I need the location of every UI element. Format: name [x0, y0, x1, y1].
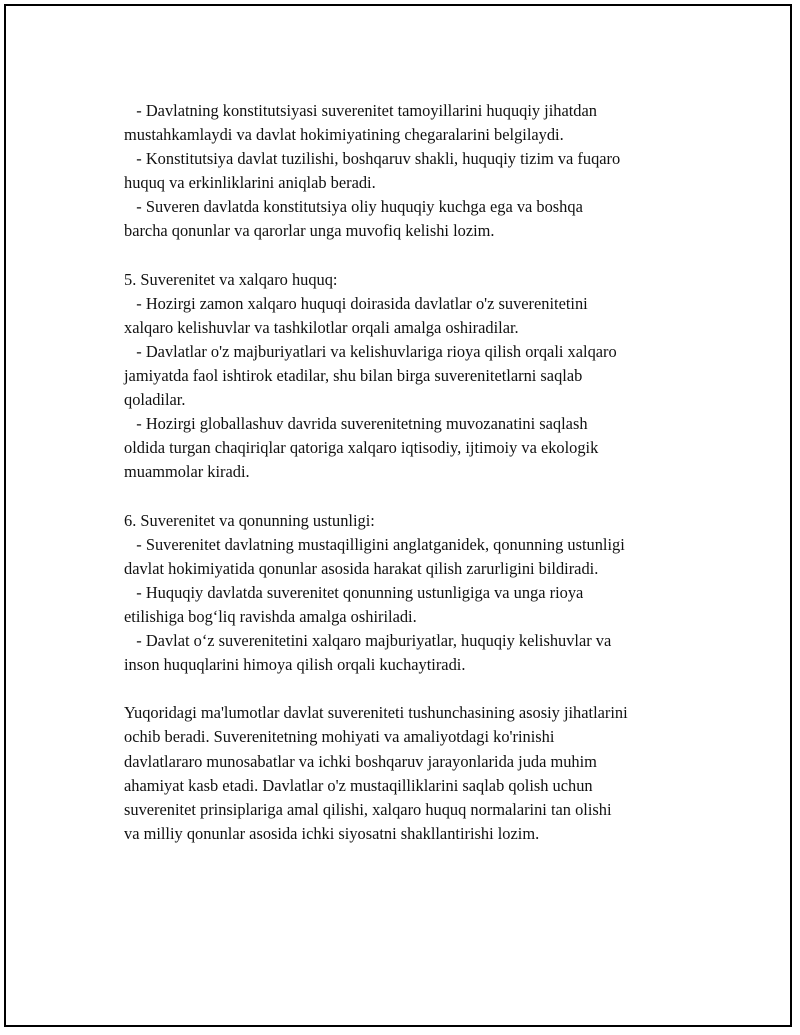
paragraph-conclusion: [124, 701, 704, 846]
text-line: - Konstitutsiya davlat tuzilishi, boshqaruv shakli, huquqiy tizim va fuqaro: [124, 149, 621, 169]
text-line: - Suverenitet davlatning mustaqilligini anglatganidek, qonunning ustunligi: [124, 534, 625, 554]
text-line: suverenitet prinsiplariga amal qilishi, xalqaro huquq normalarini tan olishi: [124, 799, 612, 819]
text-line: - Davlatlar o'z majburiyatlari va kelishuvlariga rioya qilish orqali xalqaro: [124, 341, 617, 361]
section-6: [124, 509, 704, 678]
text-line: - Hozirgi zamon xalqaro huquqi doirasida davlatlar o'z suverenitetini: [124, 293, 588, 313]
text-line: davlat hokimiyatida qonunlar asosida harakat qilish zarurligini bildiradi.: [124, 558, 599, 578]
text-line: - Huquqiy davlatda suverenitet qonunning ustunligiga va unga rioya: [124, 582, 584, 602]
section-heading: 5. Suverenitet va xalqaro huquq:: [124, 269, 338, 289]
text-line: davlatlararo munosabatlar va ichki boshqaruv jarayonlarida juda muhim: [124, 751, 597, 771]
text-line: etilishiga bog‘liq ravishda amalga oshiriladi.: [124, 606, 417, 626]
text-line: barcha qonunlar va qarorlar unga muvofiq kelishi lozim.: [124, 221, 495, 241]
paragraph-constitution: [124, 99, 704, 244]
section-5: [124, 268, 704, 485]
text-line: jamiyatda faol ishtirok etadilar, shu bilan birga suverenitetlarni saqlab: [124, 366, 583, 386]
text-line: xalqaro kelishuvlar va tashkilotlar orqali amalga oshiradilar.: [124, 317, 519, 337]
text-line: oldida turgan chaqiriqlar qatoriga xalqaro iqtisodiy, ijtimoiy va ekologik: [124, 438, 599, 458]
document-body: [124, 99, 704, 846]
text-line: muammolar kiradi.: [124, 462, 250, 482]
text-line: - Suveren davlatda konstitutsiya oliy huquqiy kuchga ega va boshqa: [124, 197, 583, 217]
text-line: Yuqoridagi ma'lumotlar davlat suvereniteti tushunchasining asosiy jihatlarini: [124, 703, 628, 723]
text-line: va milliy qonunlar asosida ichki siyosatni shakllantirishi lozim.: [124, 823, 540, 843]
text-line: ahamiyat kasb etadi. Davlatlar o'z mustaqilliklarini saqlab qolish uchun: [124, 775, 593, 795]
text-line: inson huquqlarini himoya qilish orqali kuchaytiradi.: [124, 655, 466, 675]
text-line: mustahkamlaydi va davlat hokimiyatining chegaralarini belgilaydi.: [124, 125, 564, 145]
text-line: huquq va erkinliklarini aniqlab beradi.: [124, 173, 376, 193]
text-line: ochib beradi. Suverenitetning mohiyati va amaliyotdagi ko'rinishi: [124, 727, 555, 747]
paragraph-spacer: [124, 244, 704, 268]
text-line: - Davlat o‘z suverenitetini xalqaro majburiyatlar, huquqiy kelishuvlar va: [124, 631, 612, 651]
paragraph-spacer: [124, 677, 704, 701]
paragraph-spacer: [124, 485, 704, 509]
text-line: - Davlatning konstitutsiyasi suverenitet tamoyillarini huquqiy jihatdan: [124, 101, 597, 120]
text-line: qoladilar.: [124, 390, 186, 410]
page-frame: [4, 4, 792, 1027]
text-line: - Hozirgi globallashuv davrida suverenitetning muvozanatini saqlash: [124, 414, 588, 434]
section-heading: 6. Suverenitet va qonunning ustunligi:: [124, 510, 375, 530]
